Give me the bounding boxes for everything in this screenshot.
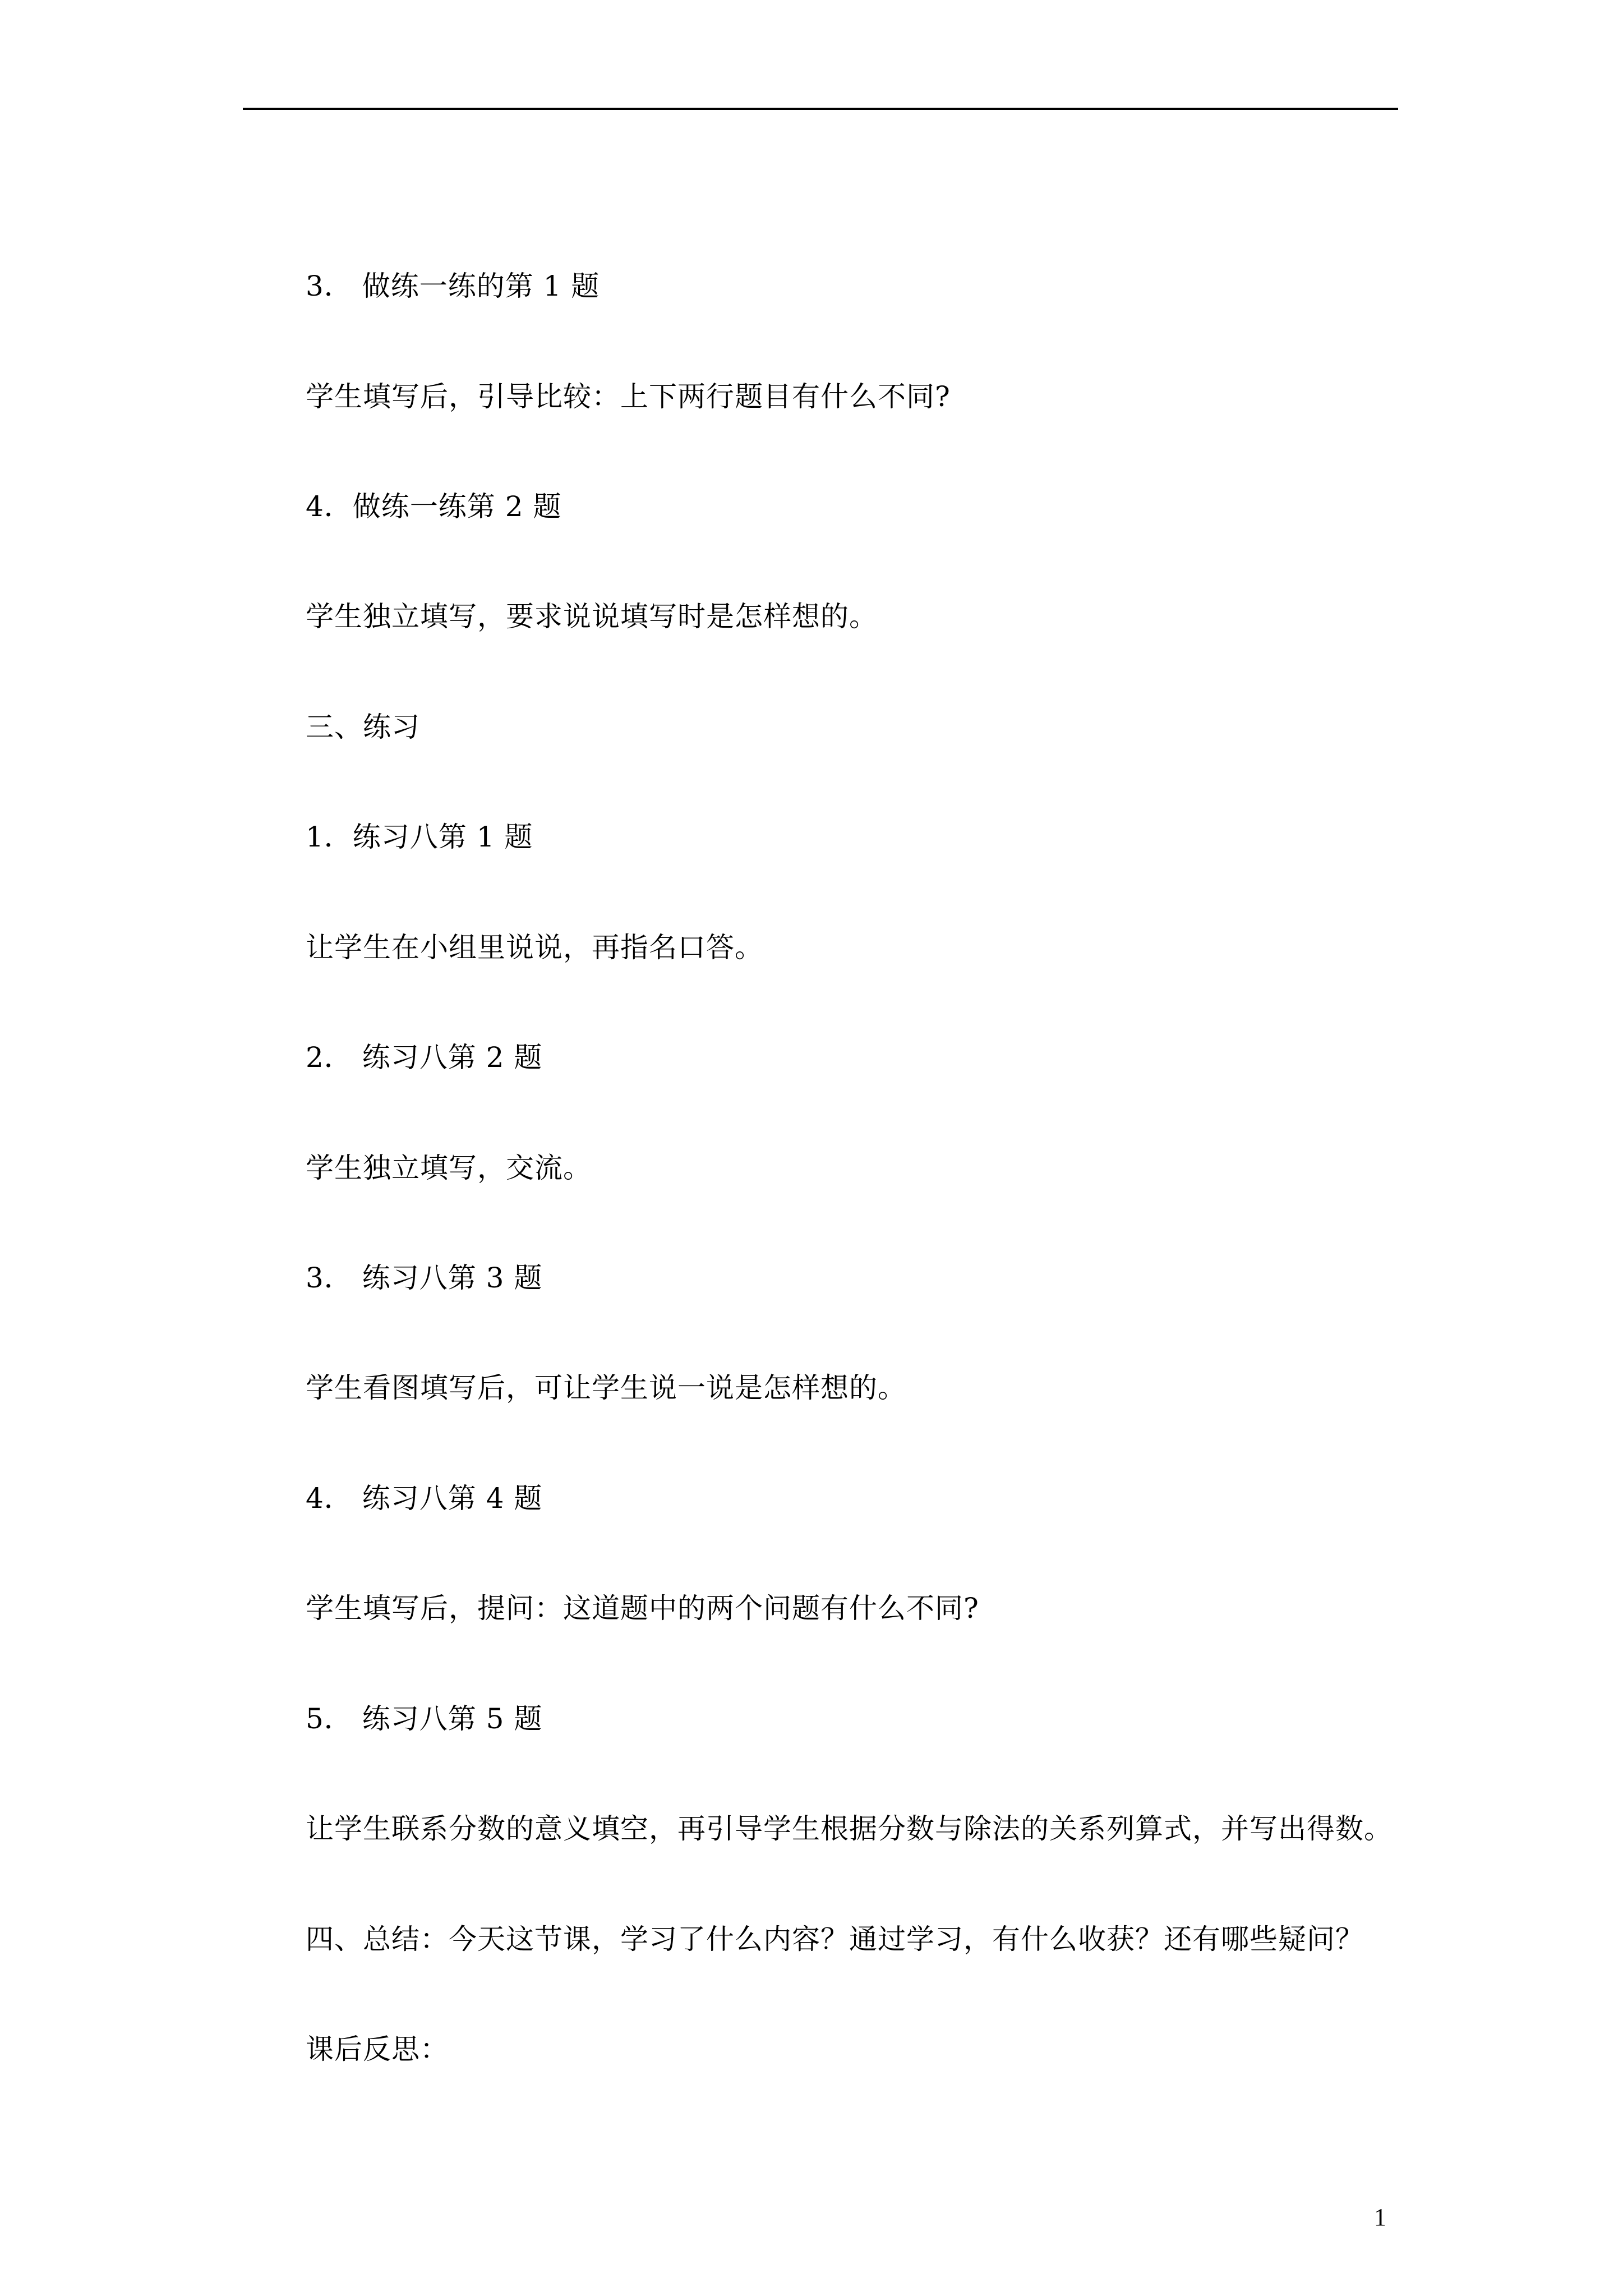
after-class-reflection: 课后反思：	[306, 2033, 449, 2065]
item-5-exercise-8-5: 5． 练习八第 5 题	[306, 1703, 543, 1735]
text-independent-fill: 学生独立填写，要求说说填写时是怎样想的。	[306, 600, 878, 633]
page-number: 1	[1374, 2203, 1386, 2231]
section-3-heading: 三、练习	[306, 711, 420, 743]
item-3-practice-1: 3． 做练一练的第 1 题	[306, 270, 600, 302]
item-3-exercise-8-3: 3． 练习八第 3 题	[306, 1262, 543, 1294]
text-fraction-division: 让学生联系分数的意义填空，再引导学生根据分数与除法的关系列算式，并写出得数。	[306, 1812, 1393, 1845]
header-rule	[243, 108, 1398, 110]
item-1-exercise-8-1: 1．练习八第 1 题	[306, 821, 533, 853]
text-compare-rows: 学生填写后，引导比较：上下两行题目有什么不同?	[306, 380, 951, 413]
item-4-practice-2: 4．做练一练第 2 题	[306, 490, 562, 523]
item-4-exercise-8-4: 4． 练习八第 4 题	[306, 1482, 543, 1515]
text-two-questions: 学生填写后，提问：这道题中的两个问题有什么不同?	[306, 1592, 979, 1625]
text-group-discussion: 让学生在小组里说说，再指名口答。	[306, 931, 763, 964]
section-4-summary: 四、总结：今天这节课，学习了什么内容？通过学习，有什么收获？还有哪些疑问？	[306, 1923, 1364, 1955]
text-fill-exchange: 学生独立填写，交流。	[306, 1152, 592, 1184]
item-2-exercise-8-2: 2． 练习八第 2 题	[306, 1041, 543, 1074]
text-look-at-picture: 学生看图填写后，可让学生说一说是怎样想的。	[306, 1372, 906, 1404]
